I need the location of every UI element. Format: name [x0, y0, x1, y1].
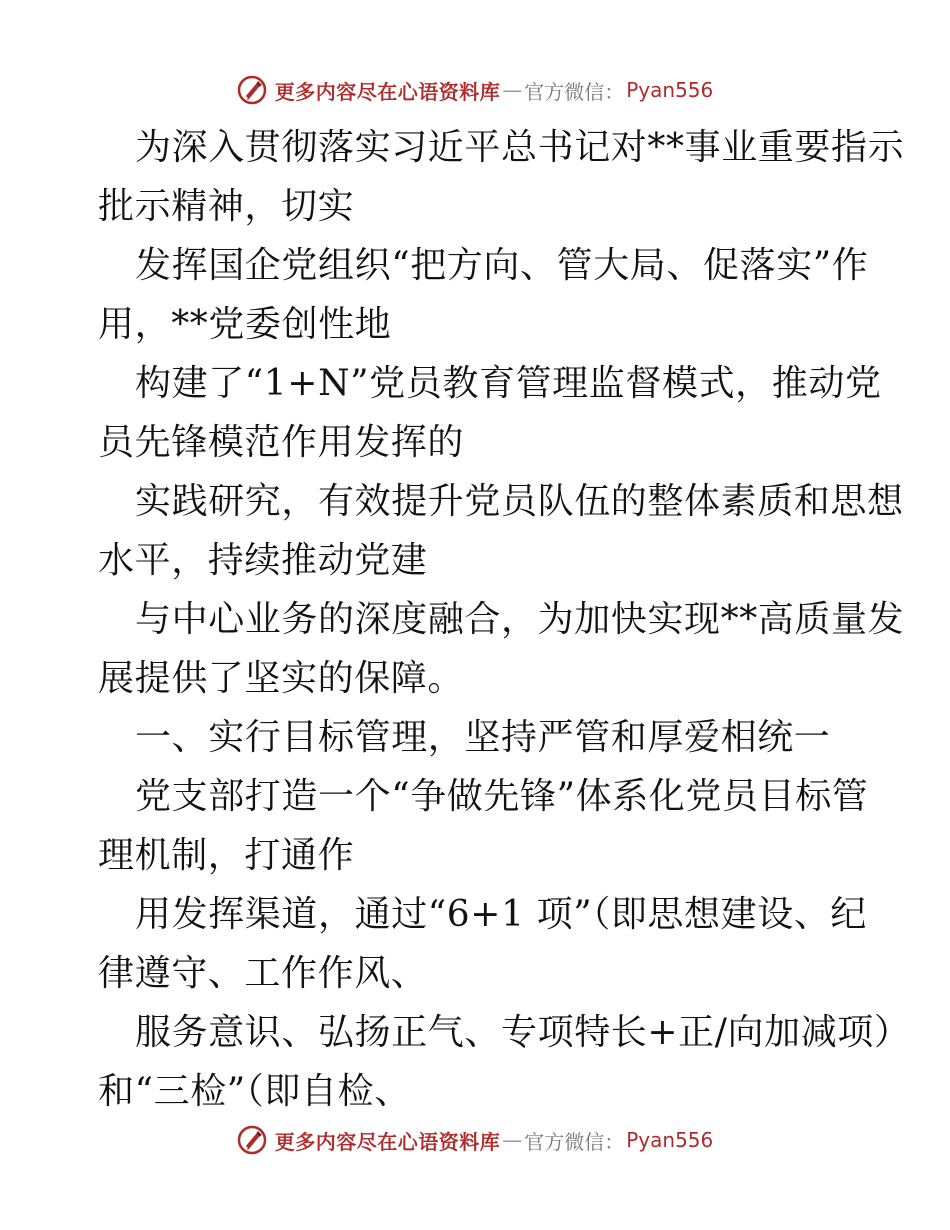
banner-wechat-id: Pyan556 [626, 1128, 714, 1152]
footer-banner [0, 1120, 950, 1160]
header-banner [0, 70, 950, 110]
banner-brand-text: 更多内容尽在心语资料库 [274, 79, 501, 104]
body-line-7: 实践研究，有效提升党员队伍的整体素质和思想 [135, 481, 904, 522]
banner-dash: — [502, 1128, 523, 1152]
body-line-8: 水平，持续推动党建 [98, 540, 428, 581]
body-line-4: 用，**党委创性地 [98, 304, 392, 345]
body-line-12: 党支部打造一个“争做先锋”体系化党员目标管 [135, 776, 869, 817]
banner-brand-text: 更多内容尽在心语资料库 [274, 1129, 501, 1154]
banner-wechat-id: Pyan556 [626, 78, 714, 102]
body-line-16: 服务意识、弘扬正气、专项特长+正/向加减项） [135, 1012, 911, 1053]
document-body [98, 118, 911, 1121]
body-line-10: 展提供了坚实的保障。 [98, 658, 465, 699]
banner-dash: — [502, 78, 523, 102]
body-line-15: 律遵守、工作作风、 [98, 953, 428, 994]
body-line-14: 用发挥渠道，通过“6+1 项”（即思想建设、纪 [135, 894, 868, 935]
banner-wechat-label: 官方微信： [524, 79, 625, 104]
pen-logo-icon [237, 1125, 267, 1155]
body-line-3: 发挥国企党组织“把方向、管大局、促落实”作 [135, 245, 869, 286]
body-line-9: 与中心业务的深度融合，为加快实现**高质量发 [135, 599, 905, 640]
body-line-13: 理机制，打通作 [98, 835, 355, 876]
pen-logo-icon [237, 75, 267, 105]
body-line-5: 构建了“1+N”党员教育管理监督模式，推动党 [135, 363, 882, 404]
banner-wechat-label: 官方微信： [524, 1129, 625, 1154]
body-line-6: 员先锋模范作用发挥的 [98, 422, 465, 463]
body-line-1: 为深入贯彻落实习近平总书记对**事业重要指示 [135, 127, 905, 168]
body-line-17: 和“三检”（即自检、 [98, 1071, 411, 1112]
body-line-2: 批示精神，切实 [98, 186, 355, 227]
section-heading-1: 一、实行目标管理，坚持严管和厚爱相统一 [135, 717, 831, 758]
